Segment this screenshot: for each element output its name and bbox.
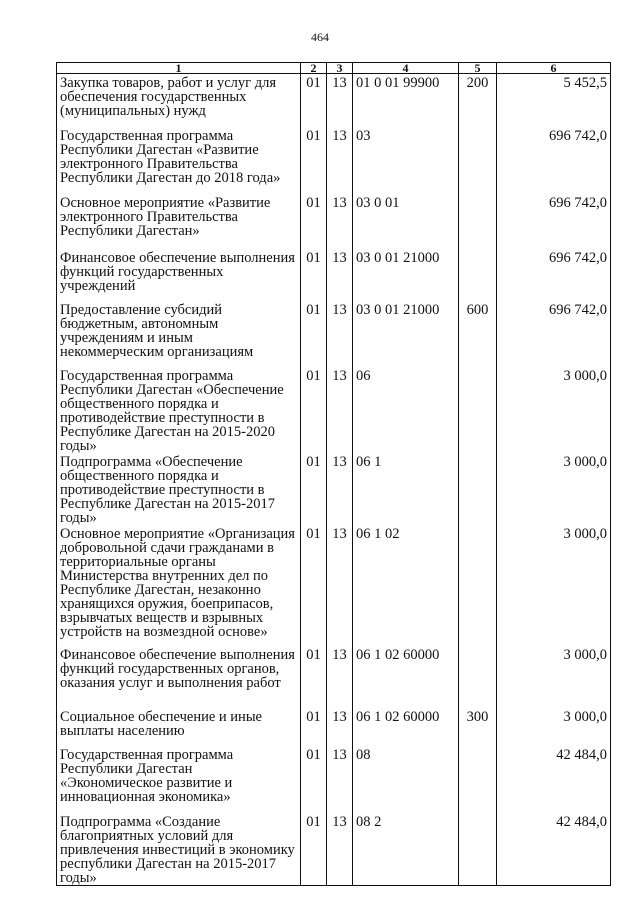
row-name: Предоставление субсидий бюджетным, автономным учреждениям и иным некоммерческим организациям <box>57 301 301 367</box>
row-amount: 3 000,0 <box>497 708 611 746</box>
header-col-2: 2 <box>301 63 327 74</box>
row-target-code: 01 0 01 99900 <box>353 74 459 127</box>
row-name: Закупка товаров, работ и услуг для обеспечения государственных (муниципальных) нужд <box>57 74 301 127</box>
row-subsection: 13 <box>327 646 353 708</box>
row-expense-type <box>459 813 497 886</box>
header-row <box>57 63 611 74</box>
row-section: 01 <box>301 367 327 453</box>
row-expense-type: 300 <box>459 708 497 746</box>
table-row <box>57 646 611 708</box>
row-subsection: 13 <box>327 453 353 525</box>
table-row <box>57 746 611 813</box>
row-section: 01 <box>301 646 327 708</box>
row-subsection: 13 <box>327 367 353 453</box>
row-target-code: 08 2 <box>353 813 459 886</box>
row-section: 01 <box>301 746 327 813</box>
row-target-code: 03 0 01 <box>353 194 459 249</box>
table-row <box>57 194 611 249</box>
table-row <box>57 127 611 194</box>
row-expense-type: 600 <box>459 301 497 367</box>
row-section: 01 <box>301 301 327 367</box>
table-row <box>57 367 611 453</box>
row-name: Подпрограмма «Создание благоприятных условий для привлечения инвестиций в экономику республики Дагестан на 2015-2017 годы» <box>57 813 301 886</box>
row-expense-type <box>459 746 497 813</box>
row-expense-type <box>459 194 497 249</box>
row-expense-type <box>459 249 497 301</box>
row-expense-type <box>459 525 497 646</box>
row-section: 01 <box>301 127 327 194</box>
row-section: 01 <box>301 249 327 301</box>
row-amount: 3 000,0 <box>497 367 611 453</box>
row-amount: 3 000,0 <box>497 525 611 646</box>
row-subsection: 13 <box>327 813 353 886</box>
header-col-3: 3 <box>327 63 353 74</box>
budget-table <box>56 62 611 886</box>
row-subsection: 13 <box>327 525 353 646</box>
row-subsection: 13 <box>327 301 353 367</box>
row-target-code: 03 0 01 21000 <box>353 249 459 301</box>
row-subsection: 13 <box>327 746 353 813</box>
row-name: Финансовое обеспечение выполнения функций государственных органов, оказания услуг и выполнения работ <box>57 646 301 708</box>
row-section: 01 <box>301 813 327 886</box>
row-name: Основное мероприятие «Развитие электронного Правительства Республики Дагестан» <box>57 194 301 249</box>
row-target-code: 06 1 02 <box>353 525 459 646</box>
table-row <box>57 813 611 886</box>
row-section: 01 <box>301 708 327 746</box>
row-amount: 42 484,0 <box>497 813 611 886</box>
row-name: Государственная программа Республики Дагестан «Экономическое развитие и инновационная экономика» <box>57 746 301 813</box>
row-expense-type <box>459 453 497 525</box>
row-target-code: 06 1 02 60000 <box>353 646 459 708</box>
table-row <box>57 249 611 301</box>
row-expense-type <box>459 127 497 194</box>
table-row <box>57 301 611 367</box>
page-number: 464 <box>311 30 329 44</box>
row-section: 01 <box>301 453 327 525</box>
table-row <box>57 74 611 127</box>
row-subsection: 13 <box>327 194 353 249</box>
row-amount: 3 000,0 <box>497 453 611 525</box>
row-target-code: 03 <box>353 127 459 194</box>
row-amount: 5 452,5 <box>497 74 611 127</box>
header-col-5: 5 <box>459 63 497 74</box>
row-section: 01 <box>301 525 327 646</box>
header-col-4: 4 <box>353 63 459 74</box>
row-expense-type: 200 <box>459 74 497 127</box>
row-amount: 42 484,0 <box>497 746 611 813</box>
table-row <box>57 453 611 525</box>
row-expense-type <box>459 367 497 453</box>
row-name: Финансовое обеспечение выполнения функций государственных учреждений <box>57 249 301 301</box>
row-subsection: 13 <box>327 249 353 301</box>
row-section: 01 <box>301 74 327 127</box>
header-col-1: 1 <box>57 63 301 74</box>
table-row <box>57 708 611 746</box>
row-subsection: 13 <box>327 127 353 194</box>
row-subsection: 13 <box>327 708 353 746</box>
row-target-code: 06 1 <box>353 453 459 525</box>
row-section: 01 <box>301 194 327 249</box>
row-expense-type <box>459 646 497 708</box>
row-amount: 696 742,0 <box>497 301 611 367</box>
row-amount: 696 742,0 <box>497 249 611 301</box>
row-target-code: 08 <box>353 746 459 813</box>
row-name: Подпрограмма «Обеспечение общественного порядка и противодействие преступности в Республике Дагестан на 2015-2017 годы» <box>57 453 301 525</box>
row-target-code: 03 0 01 21000 <box>353 301 459 367</box>
row-name: Социальное обеспечение и иные выплаты населению <box>57 708 301 746</box>
row-name: Государственная программа Республики Дагестан «Развитие электронного Правительства Республики Дагестан до 2018 года» <box>57 127 301 194</box>
table-row <box>57 525 611 646</box>
row-target-code: 06 <box>353 367 459 453</box>
row-subsection: 13 <box>327 74 353 127</box>
row-target-code: 06 1 02 60000 <box>353 708 459 746</box>
row-name: Основное мероприятие «Организация добровольной сдачи гражданами в территориальные органы Министерства внутренних дел по Республике Дагестан, незаконно хранящихся оружия, боеприпасов, взрывчатых веществ и взрывных устройств на возмездной основе» <box>57 525 301 646</box>
row-amount: 696 742,0 <box>497 194 611 249</box>
header-col-6: 6 <box>497 63 611 74</box>
row-amount: 696 742,0 <box>497 127 611 194</box>
row-name: Государственная программа Республики Дагестан «Обеспечение общественного порядка и противодействие преступности в Республике Дагестан на 2015-2020 годы» <box>57 367 301 453</box>
row-amount: 3 000,0 <box>497 646 611 708</box>
